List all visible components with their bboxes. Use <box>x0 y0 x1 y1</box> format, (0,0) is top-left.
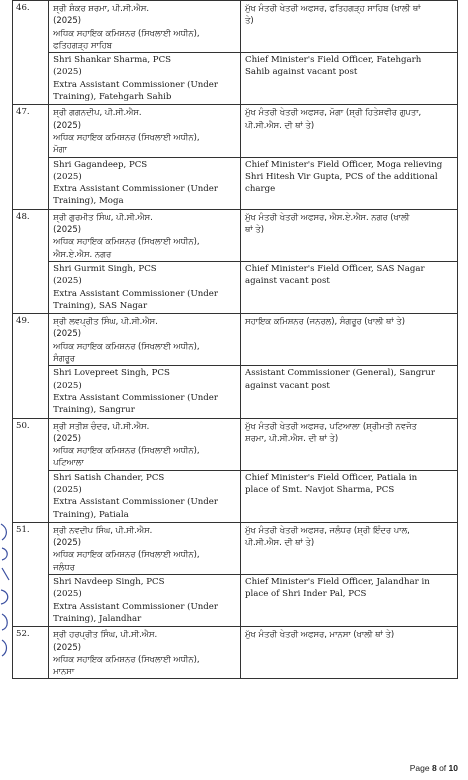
text-line: Shri Hitesh Vir Gupta, PCS of the additional <box>245 171 438 182</box>
page-number: Page 8 of 10 <box>409 763 458 773</box>
serial-number: 47. <box>13 105 49 209</box>
posting-punjabi <box>241 418 458 470</box>
posting-punjabi <box>241 105 458 157</box>
text-line: ਸ਼੍ਰੀ ਗੁਰਮੀਤ ਸਿੰਘ, ਪੀ.ਸੀ.ਐਸ. <box>53 211 153 222</box>
text-line: ਥਾਂ ਤੇ) <box>245 224 264 235</box>
officer-punjabi <box>49 418 241 470</box>
officer-english <box>49 53 241 105</box>
officer-punjabi <box>49 627 241 679</box>
text-line: Extra Assistant Commissioner (Under <box>53 601 218 612</box>
text-line: ਅਧਿਕ ਸਹਾਇਕ ਕਮਿਸ਼ਨਰ (ਸਿਖਲਾਈ ਅਧੀਨ), <box>53 653 200 664</box>
text-line: ਮੁੱਖ ਮੰਤਰੀ ਖੇਤਰੀ ਅਫਸਰ, ਐਸ.ਏ.ਐਸ. ਨਗਰ (ਖਾਲੀ <box>245 211 410 222</box>
text-line: Training), Jalandhar <box>53 613 142 624</box>
text-line: Chief Minister's Field Officer, Moga relieving <box>245 159 443 170</box>
entry-english-row <box>13 261 458 313</box>
text-line: Training), Fatehgarh Sahib <box>53 92 172 103</box>
text-line: Chief Minister's Field Officer, Jalandhar in <box>245 577 430 588</box>
text-line: ਅਧਿਕ ਸਹਾਇਕ ਕਮਿਸ਼ਨਰ (ਸਿਖਲਾਈ ਅਧੀਨ), <box>53 236 200 247</box>
text-line: ਮੁੱਖ ਮੰਤਰੀ ਖੇਤਰੀ ਅਫਸਰ, ਜਲੰਧਰ (ਸ਼੍ਰੀ ਇੰਦਰ ਪਾਲ, <box>245 524 410 535</box>
serial-number: 50. <box>13 418 49 522</box>
entry-english-row <box>13 366 458 418</box>
text-line: ਮੁੱਖ ਮੰਤਰੀ ਖੇਤਰੀ ਅਫਸਰ, ਪਟਿਆਲਾ (ਸ਼੍ਰੀਮਤੀ ਨਵਜੋਤ <box>245 420 417 431</box>
text-line: place of Shri Inder Pal, PCS <box>245 589 367 600</box>
officer-english <box>49 366 241 418</box>
text-line: ਮੁੱਖ ਮੰਤਰੀ ਖੇਤਰੀ ਅਫਸਰ, ਫਤਿਹਗੜ੍ਹ ਸਾਹਿਬ (ਖਾਲੀ ਥਾਂ <box>245 3 421 13</box>
serial-number: 52. <box>13 627 49 679</box>
text-line: (2025) <box>53 276 82 287</box>
posting-english <box>241 575 458 627</box>
text-line: ਪੀ.ਸੀ.ਐਸ. ਦੀ ਥਾਂ ਤੇ) <box>245 537 315 548</box>
officer-punjabi <box>49 1 241 53</box>
text-line: (2025) <box>53 171 82 182</box>
posting-punjabi <box>241 209 458 261</box>
posting-punjabi <box>241 627 458 679</box>
text-line: Chief Minister's Field Officer, Patiala in <box>245 472 418 483</box>
text-line: Training), SAS Nagar <box>53 300 148 311</box>
serial-number: 49. <box>13 314 49 418</box>
text-line: Extra Assistant Commissioner (Under <box>53 497 218 508</box>
text-line: ਸ਼੍ਰੀ ਲਵਪ੍ਰੀਤ ਸਿੰਘ, ਪੀ.ਸੀ.ਐਸ. <box>53 316 158 327</box>
text-line: (2025) <box>53 224 82 235</box>
text-line: place of Smt. Navjot Sharma, PCS <box>245 484 395 495</box>
entry-punjabi-row <box>13 105 458 157</box>
entry-english-row <box>13 53 458 105</box>
text-line: Shri Lovepreet Singh, PCS <box>53 368 170 379</box>
text-line: Chief Minister's Field Officer, Fatehgarh <box>245 55 422 66</box>
posting-punjabi <box>241 1 458 53</box>
text-line: ਅਧਿਕ ਸਹਾਇਕ ਕਮਿਸ਼ਨਰ (ਸਿਖਲਾਈ ਅਧੀਨ), <box>53 27 200 38</box>
text-line: Extra Assistant Commissioner (Under <box>53 288 218 299</box>
text-line: ਪਟਿਆਲਾ <box>53 457 84 468</box>
text-line: ਪੀ.ਸੀ.ਐਸ. ਦੀ ਥਾਂ ਤੇ) <box>245 119 315 130</box>
text-line: (2025) <box>53 15 82 26</box>
text-line: against vacant post <box>245 276 330 287</box>
posting-punjabi <box>241 314 458 366</box>
text-line: Shri Gurmit Singh, PCS <box>53 263 157 274</box>
text-line: Shri Navdeep Singh, PCS <box>53 577 165 588</box>
text-line: ਮੁੱਖ ਮੰਤਰੀ ਖੇਤਰੀ ਅਫਸਰ, ਮਾਨਸਾ (ਖਾਲੀ ਥਾਂ ਤੇ) <box>245 629 395 640</box>
margin-handwriting <box>0 520 12 660</box>
text-line: Training), Moga <box>53 196 124 207</box>
entry-english-row <box>13 470 458 522</box>
officer-punjabi <box>49 105 241 157</box>
text-line: ਅਧਿਕ ਸਹਾਇਕ ਕਮਿਸ਼ਨਰ (ਸਿਖਲਾਈ ਅਧੀਨ), <box>53 340 200 351</box>
officer-punjabi <box>49 314 241 366</box>
posting-punjabi <box>241 522 458 574</box>
text-line: (2025) <box>53 537 82 548</box>
text-line: Extra Assistant Commissioner (Under <box>53 392 218 403</box>
text-line: Shri Gagandeep, PCS <box>53 159 148 170</box>
text-line: (2025) <box>53 432 82 443</box>
text-line: Assistant Commissioner (General), Sangrur <box>245 368 436 379</box>
text-line: ਸ਼੍ਰੀ ਹਰਪ੍ਰੀਤ ਸਿੰਘ, ਪੀ.ਸੀ.ਐਸ. <box>53 629 158 640</box>
text-line: ਸੰਗਰੂਰ <box>53 353 75 364</box>
officer-english <box>49 261 241 313</box>
entry-english-row <box>13 157 458 209</box>
text-line: ਸ਼੍ਰੀ ਗਗਨਦੀਪ, ਪੀ.ਸੀ.ਐਸ. <box>53 107 142 118</box>
text-line: Sahib against vacant post <box>245 67 358 78</box>
text-line: (2025) <box>53 380 82 391</box>
text-line: ਤੇ) <box>245 15 254 26</box>
text-line: (2025) <box>53 641 82 652</box>
text-line: ਸ਼੍ਰੀ ਸ਼ੰਕਰ ਸ਼ਰਮਾ, ਪੀ.ਸੀ.ਐਸ. <box>53 3 150 13</box>
posting-english <box>241 261 458 313</box>
text-line: ਜਲੰਧਰ <box>53 561 75 572</box>
postings-table <box>12 0 458 679</box>
text-line: ਅਧਿਕ ਸਹਾਇਕ ਕਮਿਸ਼ਨਰ (ਸਿਖਲਾਈ ਅਧੀਨ), <box>53 131 200 142</box>
total-pages: 10 <box>448 763 458 773</box>
officer-punjabi <box>49 209 241 261</box>
text-line: ਅਧਿਕ ਸਹਾਇਕ ਕਮਿਸ਼ਨਰ (ਸਿਖਲਾਈ ਅਧੀਨ), <box>53 445 200 456</box>
text-line: Training), Sangrur <box>53 405 135 416</box>
text-line: against vacant post <box>245 380 330 391</box>
text-line: ਸਹਾਇਕ ਕਮਿਸ਼ਨਰ (ਜਨਰਲ), ਸੰਗਰੂਰ (ਖਾਲੀ ਥਾਂ ਤੇ) <box>245 316 406 327</box>
text-line: Extra Assistant Commissioner (Under <box>53 184 218 195</box>
text-line: ਮਾਨਸਾ <box>53 666 75 677</box>
officer-english <box>49 470 241 522</box>
serial-number: 46. <box>13 1 49 105</box>
transfer-order-page <box>12 0 458 679</box>
text-line: ਮੁੱਖ ਮੰਤਰੀ ਖੇਤਰੀ ਅਫਸਰ, ਮੋਗਾ (ਸ਼੍ਰੀ ਹਿਤੇਸ਼ਵੀਰ ਗੁਪਤਾ, <box>245 107 422 118</box>
serial-number: 48. <box>13 209 49 313</box>
text-line: ਸ਼੍ਰੀ ਸਤੀਸ਼ ਚੰਦਰ, ਪੀ.ਸੀ.ਐਸ. <box>53 420 150 431</box>
text-line: ਅਧਿਕ ਸਹਾਇਕ ਕਮਿਸ਼ਨਰ (ਸਿਖਲਾਈ ਅਧੀਨ), <box>53 549 200 560</box>
text-line: ਸ਼ਰਮਾ, ਪੀ.ਸੀ.ਐਸ. ਦੀ ਥਾਂ ਤੇ) <box>245 432 339 443</box>
text-line: ਐਸ.ਏ.ਐਸ. ਨਗਰ <box>53 248 112 259</box>
text-line: (2025) <box>53 484 82 495</box>
entry-punjabi-row <box>13 1 458 53</box>
entry-punjabi-row <box>13 522 458 574</box>
text-line: Chief Minister's Field Officer, SAS Nagar <box>245 263 425 274</box>
text-line: Training), Patiala <box>53 509 129 520</box>
text-line: (2025) <box>53 328 82 339</box>
entry-english-row <box>13 575 458 627</box>
text-line: (2025) <box>53 67 82 78</box>
text-line: ਸ਼੍ਰੀ ਨਵਦੀਪ ਸਿੰਘ, ਪੀ.ਸੀ.ਐਸ. <box>53 524 153 535</box>
text-line: ਮੋਗਾ <box>53 144 67 155</box>
text-line: Extra Assistant Commissioner (Under <box>53 79 218 90</box>
posting-english <box>241 366 458 418</box>
entry-punjabi-row <box>13 418 458 470</box>
posting-english <box>241 470 458 522</box>
text-line: Shri Satish Chander, PCS <box>53 472 165 483</box>
officer-english <box>49 157 241 209</box>
officer-english <box>49 575 241 627</box>
entry-punjabi-row <box>13 314 458 366</box>
officer-punjabi <box>49 522 241 574</box>
text-line: (2025) <box>53 589 82 600</box>
text-line: (2025) <box>53 119 82 130</box>
current-page: 8 <box>431 763 437 773</box>
text-line: charge <box>245 184 276 195</box>
entry-punjabi-row <box>13 209 458 261</box>
text-line: Shri Shankar Sharma, PCS <box>53 55 172 66</box>
text-line: ਫਤਿਹਗੜ੍ਹ ਸਾਹਿਬ <box>53 39 112 50</box>
posting-english <box>241 157 458 209</box>
entry-punjabi-row <box>13 627 458 679</box>
posting-english <box>241 53 458 105</box>
serial-number: 51. <box>13 522 49 626</box>
